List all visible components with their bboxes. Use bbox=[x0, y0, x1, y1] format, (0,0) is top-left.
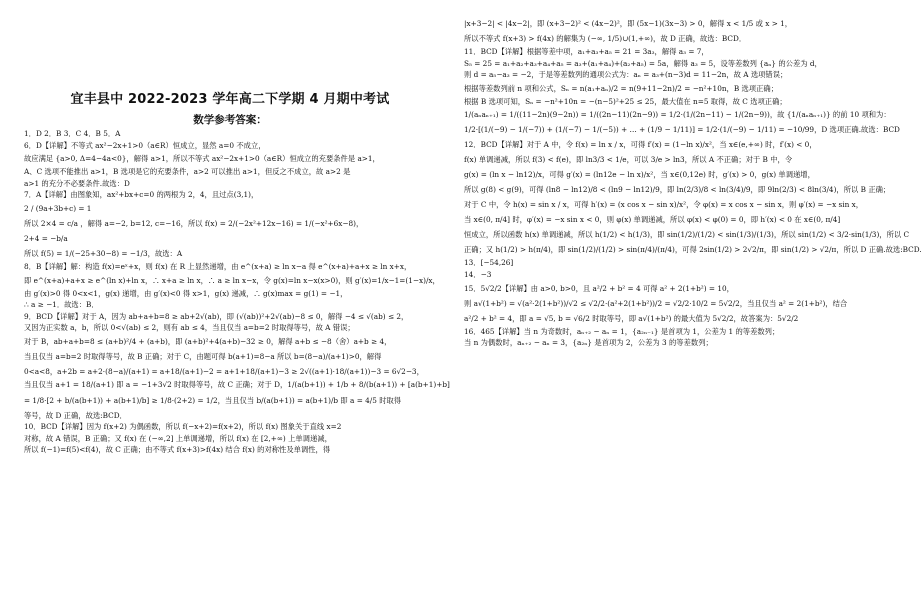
left-answer-line: 7．A【详解】由图象知，ax²+bx+c=0 的两根为 2，4，且过点(3,1)， bbox=[24, 190, 259, 200]
right-answer-line: 所以不等式 f(x+3) > f(4x) 的解集为 (−∞, 1/5)∪(1,+∞)，故 D 正确，故选：BCD． bbox=[464, 34, 747, 43]
right-answer-line: 15．5√2/2【详解】由 a>0, b>0，且 a²/2 + b² = 4 可得 a² + 2(1+b²) = 10， bbox=[464, 283, 734, 293]
right-answer-line: a²/2 + b² = 4，即 a = √5, b = √6/2 时取等号，即 a√(1+b²) 的最大值为 5√2/2，故答案为：5√2/2 bbox=[464, 313, 799, 323]
left-answer-line: 等号，故 D 正确，故选:BCD． bbox=[24, 410, 127, 420]
left-answer-line: 9．BCD【详解】对于 A，因为 ab+a+b=8 ≥ ab+2√(ab)，即 (√(ab))²+2√(ab)−8 ≤ 0，解得 −4 ≤ √(ab) ≤ 2， bbox=[24, 311, 409, 321]
right-answer-line: 所以 g(8) < g(9)，可得 (ln8 − ln12)/8 < (ln9 − ln12)/9，即 ln(2/3)/8 < ln(3/4)/9，即 9ln(2/3) < 8ln(3/4)，所以 B 正确； bbox=[464, 185, 891, 195]
right-answer-line: 则 a√(1+b²) = √(a²·2(1+b²))/√2 ≤ √2/2·(a²+2(1+b²))/2 = √2/2·10/2 = 5√2/2，当且仅当 a² = 2(1+b²)，结合 bbox=[464, 298, 848, 308]
left-answer-line: 1．D 2．B 3．C 4．B 5．A bbox=[24, 129, 121, 138]
exam-title: 宜丰县中 2022-2023 学年高二下学期 4 月期中考试 bbox=[70, 92, 390, 107]
right-answer-line: 16．465【详解】当 n 为奇数时，aₙ₊₂ − aₙ = 1，{a₂ₙ₋₁} 是首项为 1，公差为 1 的等差数列； bbox=[464, 326, 780, 336]
right-answer-line: |x+3−2| < |4x−2|，即 (x+3−2)² < (4x−2)²，即 (5x−1)(3x−3) > 0，解得 x < 1/5 或 x > 1， bbox=[464, 19, 793, 28]
left-answer-line: 即 e^(x+a)+a+x ≥ e^(ln x)+ln x，∴ x+a ≥ ln x，∴ a ≥ ln x−x，令 g(x)=ln x−x(x>0)，则 g′(x)=1/x−1=(1−x)/x， bbox=[24, 275, 440, 285]
left-answer-line: 0<a<8，a+2b = a+2·(8−a)/(a+1) = a+18/(a+1)−2 = a+1+18/(a+1)−3 ≥ 2√((a+1)·18/(a+1))−3 = 6√2−3， bbox=[24, 366, 424, 376]
left-answer-line: A、C 选项不能推出 a>1，B 选项是它的充要条件，a>2 可以推出 a>1，但反之不成立，故 a>2 是 bbox=[24, 167, 351, 177]
left-answer-line: 2 / (9a+3b+c) = 1 bbox=[24, 203, 92, 213]
left-answer-line: 对称，故 A 错误，B 正确；又 f(x) 在 (−∞,2] 上单调递增，所以 f(x) 在 [2,+∞) 上单调递减， bbox=[24, 433, 332, 443]
right-answer-line: 根据 B 选项可知，Sₙ = −n²+10n = −(n−5)²+25 ≤ 25，最大值在 n=5 取得，故 C 选项正确； bbox=[464, 96, 787, 106]
answer-key-heading: 数学参考答案： bbox=[193, 114, 267, 126]
left-answer-line: 8．B【详解】解：构造 f(x)=eˣ+x，则 f(x) 在 R 上显然递增，由 e^(x+a) ≥ ln x−a 得 e^(x+a)+a+x ≥ ln x+x， bbox=[24, 261, 412, 271]
left-column bbox=[0, 0, 450, 595]
left-answer-line: 所以 f(5) = 1/(−25+30−8) = −1/3，故选：A bbox=[24, 248, 183, 258]
left-answer-line: = 1/8·[2 + b/(a(b+1)) + a(b+1)/b] ≥ 1/8·(2+2) = 1/2，当且仅当 b/(a(b+1)) = a(b+1)/b 即 a = 4/5 时取得 bbox=[24, 395, 402, 405]
right-column bbox=[430, 0, 922, 595]
right-answer-line: g(x) = (ln x − ln12)/x，可得 g′(x) = (ln12e − ln x)/x²，当 x∈(0,12e) 时，g′(x) > 0，g(x) 单调递增， bbox=[464, 170, 815, 180]
left-answer-line: 2+4 = −b/a bbox=[24, 233, 68, 243]
right-answer-line: 11．BCD【详解】根据等差中项，a₁+a₃+a₅ = 21 = 3a₃，解得 a₃ = 7， bbox=[464, 47, 709, 56]
right-answer-line: 根据等差数列前 n 项和公式，Sₙ = n(a₁+aₙ)/2 = n(9+11−2n)/2 = −n²+10n，B 选项正确； bbox=[464, 83, 778, 93]
right-answer-line: 当 n 为偶数时，aₙ₊₂ − aₙ = 3，{a₂ₙ} 是首项为 2，公差为 3 的等差数列； bbox=[464, 338, 713, 348]
left-answers bbox=[24, 128, 450, 456]
left-answer-line: a>1 的充分不必要条件.故选：D bbox=[24, 178, 130, 188]
left-answer-line: 6．D【详解】不等式 ax²−2x+1>0（a∈R）恒成立，显然 a=0 不成立， bbox=[24, 140, 266, 150]
right-answer-line: 对于 C 中，令 h(x) = sin x / x，可得 h′(x) = (x cos x − sin x)/x²，令 φ(x) = x cos x − sin x，则 φ′(x) = −x sin x， bbox=[464, 200, 864, 210]
left-answer-line: 又因为正实数 a，b，所以 0<√(ab) ≤ 2，则有 ab ≤ 4，当且仅当 a=b=2 时取得等号，故 A 错误； bbox=[24, 323, 355, 333]
right-answers bbox=[464, 16, 922, 349]
right-answer-line: 恒成立，所以函数 h(x) 单调递减，所以 h(1/2) < h(1/3)，即 sin(1/2)/(1/2) < sin(1/3)/(1/3)，所以 sin(1/2) < 3/2·sin(1/3)，所以 C bbox=[464, 230, 910, 240]
left-answer-line: 当且仅当 a=b=2 时取得等号，故 B 正确；对于 C，由题可得 b(a+1)=8−a 所以 b=(8−a)/(a+1)>0，解得 bbox=[24, 351, 382, 361]
right-answer-line: 14．−3 bbox=[464, 269, 492, 279]
left-answer-line: ∴ a ≥ −1．故选：B． bbox=[24, 300, 99, 310]
left-answer-line: 故应满足 {a>0, Δ=4−4a<0}，解得 a>1，所以不等式 ax²−2x+1>0（a∈R）恒成立的充要条件是 a>1， bbox=[24, 154, 380, 164]
right-answer-line: 1/2·[(1/(−9) − 1/(−7)) + (1/(−7) − 1/(−5)) + … + (1/9 − 1/11)] = 1/2·(1/(−9) − 1/11) = −10/99，D 选项正确.故选：BCD bbox=[464, 125, 900, 135]
left-answer-line: 10．BCD【详解】因为 f(x+2) 为偶函数，所以 f(−x+2)=f(x+2)，所以 f(x) 图象关于直线 x=2 bbox=[24, 422, 342, 432]
left-answer-line: 所以 2×4 = c/a ，解得 a=−2, b=12, c=−16，所以 f(x) = 2/(−2x²+12x−16) = 1/(−x²+6x−8)， bbox=[24, 218, 364, 228]
right-answer-line: 12．BCD【详解】对于 A 中，令 f(x) = ln x / x，可得 f′(x) = (1−ln x)/x²，当 x∈(e,+∞) 时，f′(x) < 0， bbox=[464, 140, 817, 150]
right-answer-line: 正确；又 h(1/2) > h(π/4)，即 sin(1/2)/(1/2) > sin(π/4)/(π/4)，可得 2sin(1/2) > 2√2/π，即 sin(1/2) > √2/π，所以 D 正确.故选:BCD. bbox=[464, 245, 922, 255]
left-answer-line: 对于 B，ab+a+b=8 ≤ (a+b)²/4 + (a+b)，即 (a+b)²+4(a+b)−32 ≥ 0，解得 a+b ≤ −8（舍）a+b ≥ 4， bbox=[24, 336, 392, 346]
right-answer-line: 13．[−54,26] bbox=[464, 258, 514, 268]
right-answer-line: 1/(aₙaₙ₊₁) = 1/((11−2n)(9−2n)) = 1/((2n−11)(2n−9)) = 1/2·(1/(2n−11) − 1/(2n−9))，故 {1/(aₙaₙ₊₁)} 的前 10 项和为： bbox=[464, 110, 891, 120]
left-answer-line: 由 g′(x)>0 得 0<x<1，g(x) 递增，由 g′(x)<0 得 x>1，g(x) 递减，∴ g(x)max = g(1) = −1， bbox=[24, 288, 348, 298]
right-answer-line: 当 x∈(0, π/4] 时，φ′(x) = −x sin x < 0，则 φ(x) 单调递减，所以 φ(x) < φ(0) = 0，即 h′(x) < 0 在 x∈(0, π/4] bbox=[464, 215, 841, 225]
right-answer-line: f(x) 单调递减，所以 f(3) < f(e)，即 ln3/3 < 1/e，可以 3/e > ln3，所以 A 不正确；对于 B 中，令 bbox=[464, 155, 793, 165]
right-answer-line: S₅ = 25 = a₁+a₂+a₃+a₄+a₅ = a₃+(a₁+a₄)+(a₂+a₅) = 5a，解得 a₃ = 5，设等差数列 {aₙ} 的公差为 d， bbox=[464, 58, 822, 68]
right-answer-line: 则 d = a₅−a₃ = −2，于是等差数列的通项公式为：aₙ = a₃+(n−3)d = 11−2n，故 A 选项错误； bbox=[464, 70, 788, 80]
left-answer-line: 所以 f(−1)=f(5)<f(4)，故 C 正确；由不等式 f(x+3)>f(4x) 结合 f(x) 的对称性及单调性，得 bbox=[24, 445, 331, 455]
left-answer-line: 当且仅当 a+1 = 18/(a+1) 即 a = −1+3√2 时取得等号，故 C 正确；对于 D，1/(a(b+1)) + 1/b + 8/(b(a+1)) + [a(b+1)+b] bbox=[24, 379, 450, 389]
